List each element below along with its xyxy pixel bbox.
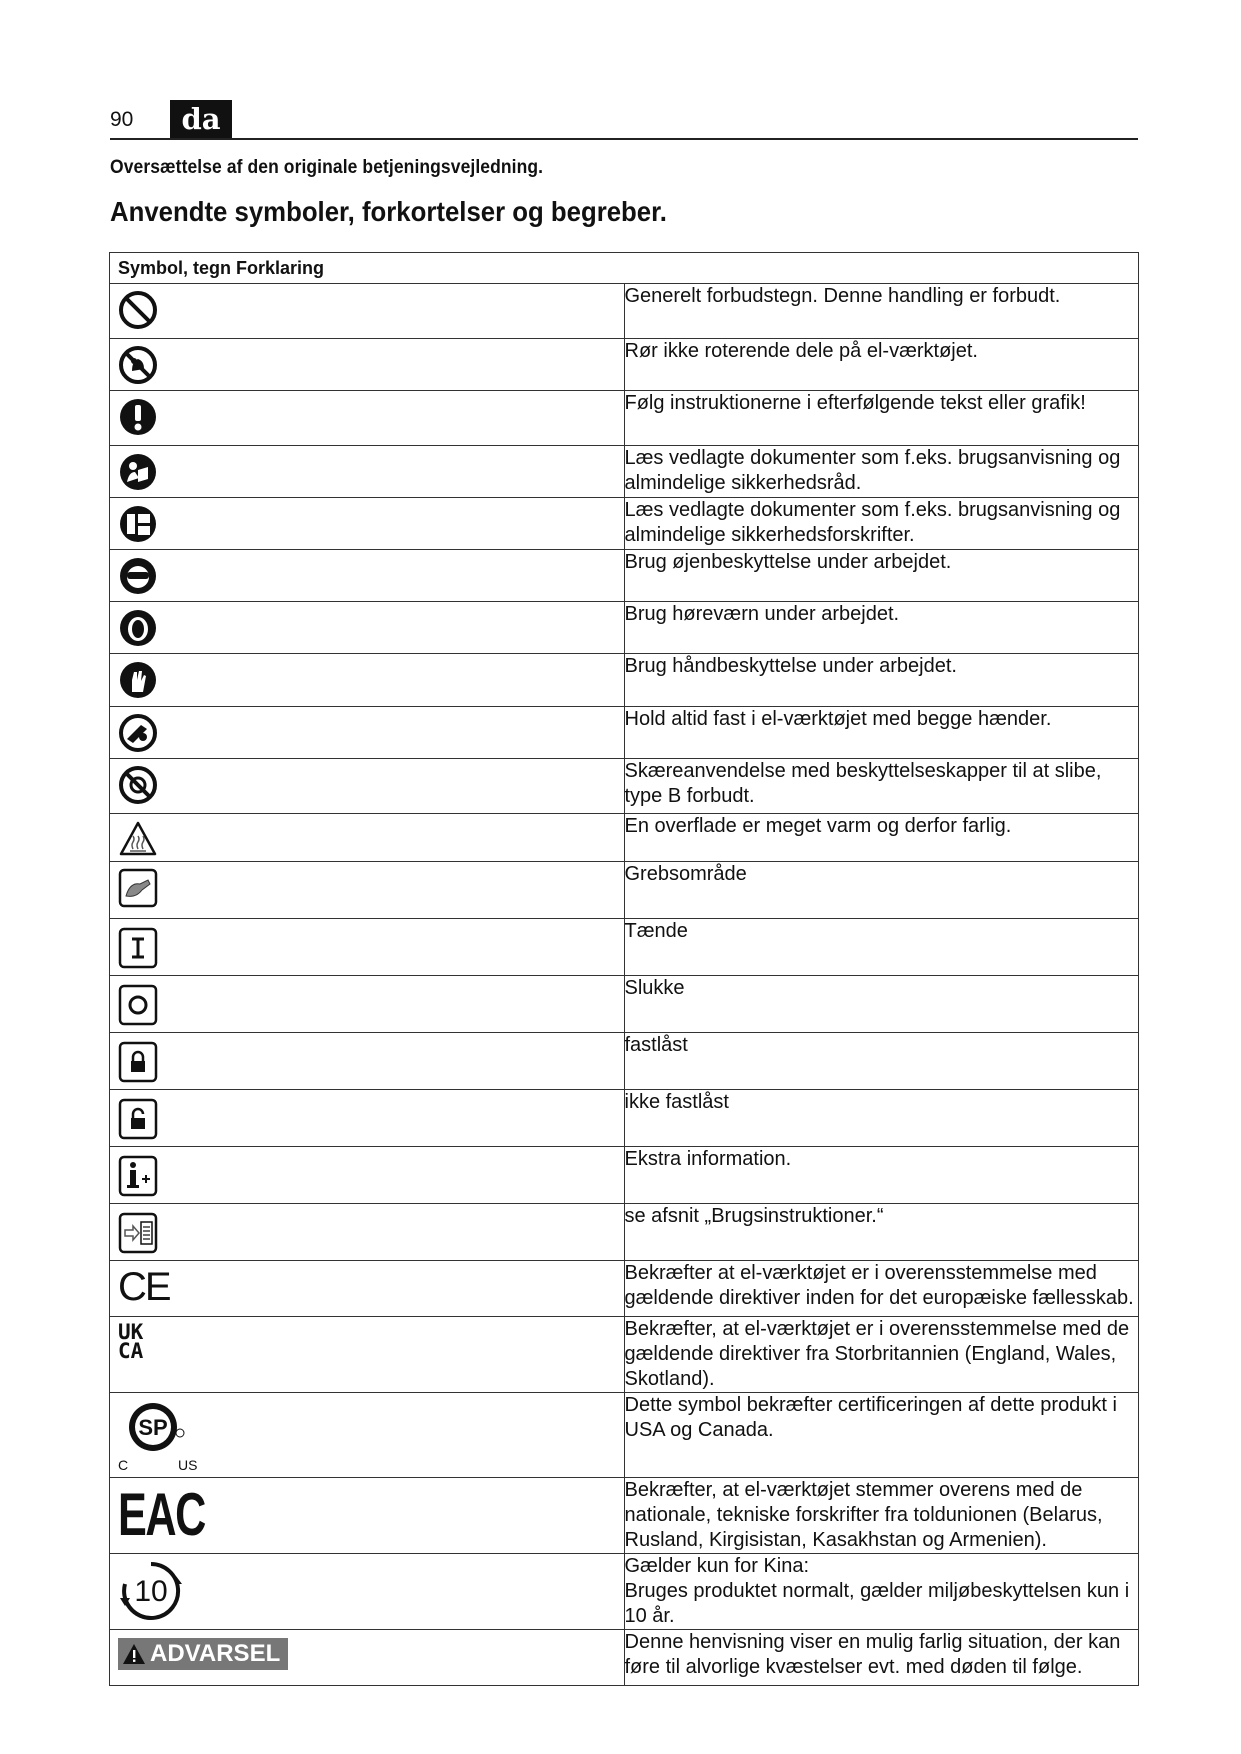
row-text: Ekstra information. bbox=[624, 1147, 1139, 1204]
eye-protection-icon bbox=[118, 556, 158, 596]
table-row bbox=[110, 919, 1139, 976]
row-text: Brug øjenbeskyttelse under arbejdet. bbox=[624, 550, 1139, 602]
row-text: Læs vedlagte dokumenter som f.eks. brugsanvisning og almindelige sikkerhedsråd. bbox=[624, 446, 1139, 498]
read-documents-icon bbox=[118, 504, 158, 544]
table-header-row bbox=[110, 253, 1139, 284]
read-manual-icon bbox=[118, 452, 158, 492]
ce-mark-icon: CE bbox=[118, 1265, 170, 1309]
row-text: En overflade er meget varm og derfor farlig. bbox=[624, 814, 1139, 862]
row-text-line-1: Gælder kun for Kina: bbox=[624, 1555, 810, 1577]
eac-mark-icon: EAC bbox=[118, 1481, 205, 1548]
row-text: Generelt forbudstegn. Denne handling er forbudt. bbox=[624, 284, 1139, 339]
table-row bbox=[110, 862, 1139, 919]
table-row bbox=[110, 550, 1139, 602]
page-number: 90 bbox=[110, 108, 134, 131]
table-row bbox=[110, 1478, 1139, 1554]
row-text bbox=[624, 1554, 1139, 1630]
page-header bbox=[110, 100, 1138, 140]
exclamation-icon bbox=[118, 397, 158, 437]
china-10-years-icon bbox=[118, 1558, 184, 1624]
csa-c-label: C bbox=[118, 1457, 129, 1473]
no-cutting-guard-icon bbox=[118, 765, 158, 805]
row-text: Bekræfter at el-værktøjet er i overensstemmelse med gældende direktiver inden for det europæiske fællesskab. bbox=[624, 1261, 1139, 1317]
warning-triangle-icon bbox=[122, 1643, 146, 1665]
row-text: Følg instruktionerne i efterfølgende tekst eller grafik! bbox=[624, 391, 1139, 446]
table-row bbox=[110, 1261, 1139, 1317]
row-text: Denne henvisning viser en mulig farlig situation, der kan føre til alvorlige kvæstelser evt. med døden til følge. bbox=[624, 1630, 1139, 1686]
power-off-icon bbox=[118, 984, 158, 1026]
csa-logo-text: SP bbox=[138, 1415, 168, 1440]
row-text: Bekræfter, at el-værktøjet stemmer overens med de nationale, tekniske forskrifter fra toldunionen (Belarus, Rusland, Kirgisistan, Kasakhstan og Armenien). bbox=[624, 1478, 1139, 1554]
table-row bbox=[110, 1630, 1139, 1686]
table-row bbox=[110, 391, 1139, 446]
table-row bbox=[110, 1033, 1139, 1090]
symbols-table bbox=[109, 252, 1139, 1686]
table-row bbox=[110, 498, 1139, 550]
row-text: Læs vedlagte dokumenter som f.eks. brugsanvisning og almindelige sikkerhedsforskrifter. bbox=[624, 498, 1139, 550]
advarsel-label: ADVARSEL bbox=[150, 1640, 281, 1667]
language-badge: da bbox=[170, 100, 232, 138]
subtitle: Oversættelse af den originale betjeningsvejledning. bbox=[110, 157, 544, 178]
two-hands-icon bbox=[118, 713, 158, 753]
row-text: Tænde bbox=[624, 919, 1139, 976]
prohibition-icon bbox=[118, 290, 158, 330]
ukca-mark-icon bbox=[118, 1320, 144, 1363]
table-row bbox=[110, 1554, 1139, 1630]
row-text: se afsnit „Brugsinstruktioner.“ bbox=[624, 1204, 1139, 1261]
table-row bbox=[110, 814, 1139, 862]
csa-us-label: US bbox=[178, 1457, 198, 1473]
row-text: fastlåst bbox=[624, 1033, 1139, 1090]
grip-area-icon bbox=[118, 868, 158, 908]
advarsel-badge bbox=[118, 1638, 288, 1670]
row-text: Brug håndbeskyttelse under arbejdet. bbox=[624, 654, 1139, 707]
table-row bbox=[110, 976, 1139, 1033]
ukca-top-label: UK bbox=[118, 1320, 144, 1344]
table-row bbox=[110, 446, 1139, 498]
row-text: Rør ikke roterende dele på el-værktøjet. bbox=[624, 339, 1139, 391]
table-row bbox=[110, 654, 1139, 707]
row-text: Brug høreværn under arbejdet. bbox=[624, 602, 1139, 654]
hot-surface-icon bbox=[118, 820, 158, 858]
table-row bbox=[110, 707, 1139, 759]
hearing-protection-icon bbox=[118, 608, 158, 648]
row-text: Bekræfter, at el-værktøjet er i overensstemmelse med de gældende direktiver fra Storbritannien (England, Wales, Skotland). bbox=[624, 1317, 1139, 1393]
see-section-icon bbox=[118, 1212, 158, 1254]
ukca-bottom-label: CA bbox=[118, 1339, 144, 1363]
hand-protection-icon bbox=[118, 660, 158, 700]
no-touch-rotating-icon bbox=[118, 345, 158, 385]
table-row bbox=[110, 1147, 1139, 1204]
table-header: Symbol, tegn Forklaring bbox=[110, 253, 1139, 284]
table-row bbox=[110, 759, 1139, 814]
table-row bbox=[110, 284, 1139, 339]
row-text: Skæreanvendelse med beskyttelseskapper til at slibe, type B forbudt. bbox=[624, 759, 1139, 814]
lock-open-icon bbox=[118, 1098, 158, 1140]
info-plus-icon bbox=[118, 1155, 158, 1197]
row-text: Slukke bbox=[624, 976, 1139, 1033]
row-text-line-2: Bruges produktet normalt, gælder miljøbeskyttelsen kun i 10 år. bbox=[624, 1580, 1130, 1627]
table-row bbox=[110, 339, 1139, 391]
row-text: Hold altid fast i el-værktøjet med begge hænder. bbox=[624, 707, 1139, 759]
page-title: Anvendte symboler, forkortelser og begreber. bbox=[110, 196, 667, 227]
row-text: Grebsområde bbox=[624, 862, 1139, 919]
lock-closed-icon bbox=[118, 1041, 158, 1083]
table-row bbox=[110, 602, 1139, 654]
table-row bbox=[110, 1204, 1139, 1261]
china-10-label: 10 bbox=[134, 1575, 168, 1608]
row-text: Dette symbol bekræfter certificeringen af dette produkt i USA og Canada. bbox=[624, 1393, 1139, 1478]
row-text: ikke fastlåst bbox=[624, 1090, 1139, 1147]
table-row bbox=[110, 1317, 1139, 1393]
table-row bbox=[110, 1090, 1139, 1147]
csa-mark-icon bbox=[124, 1399, 186, 1457]
power-on-icon bbox=[118, 927, 158, 969]
table-row bbox=[110, 1393, 1139, 1478]
